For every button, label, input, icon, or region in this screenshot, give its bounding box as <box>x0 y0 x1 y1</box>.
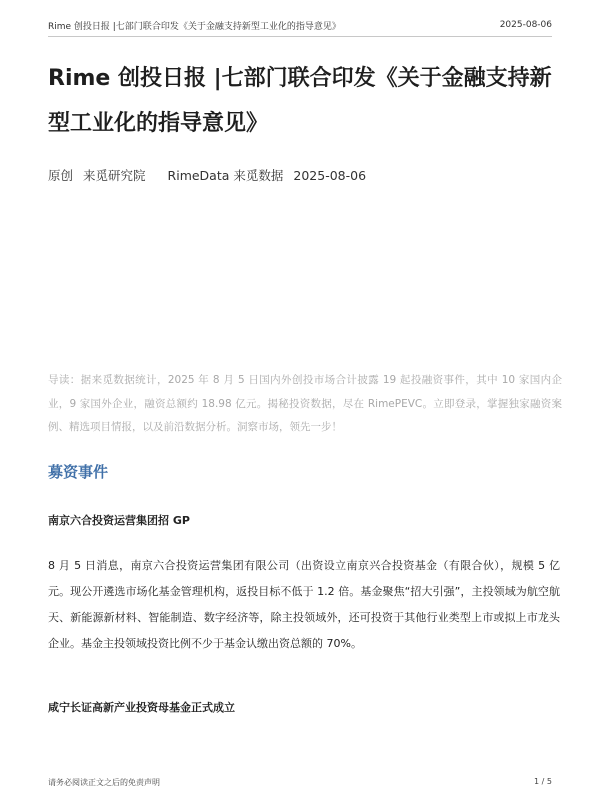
header-date: 2025-08-06 <box>499 20 552 30</box>
section-title: 募资事件 <box>48 463 109 481</box>
item-body: 8 月 5 日消息，南京六合投资运营集团有限公司（出资设立南京兴合投资基金（有限合伙），规模 5 亿元。现公开遴选市场化基金管理机构，返投目标不低于 1.2 倍。基金聚焦“招大引强”，主投领域为航空航天、新能源新材料、智能制造、数字经济等，除主投领域外，还可投资于其他行业类型上市或拟上市龙头企业。基金主投领域投资比例不少于基金认缴出资总额的 70%。 <box>48 559 560 650</box>
publish-date: 2025-08-06 <box>293 168 367 183</box>
intro-paragraph: 导读：据来觅数据统计，2025 年 8 月 5 日国内外创投市场合计披露 19 起投融资事件，其中 10 家国内企业，9 家国外企业，融资总额约 18.98 亿元。揭秘投资数据，尽在 RimePEVC。立即登录，掌握独家融资案例、精选项目情报，以及前沿数据分析。洞察市场，领先一步！ <box>48 374 562 433</box>
page-header <box>48 14 552 37</box>
article-meta <box>48 166 376 184</box>
page-number: 1 / 5 <box>534 777 552 786</box>
original-tag: 原创 <box>48 168 74 183</box>
source: RimeData 来觅数据 <box>167 168 284 183</box>
author: 来觅研究院 <box>83 168 146 183</box>
disclaimer-note: 请务必阅读正文之后的免责声明 <box>48 778 160 787</box>
item-heading: 南京六合投资运营集团招 GP <box>48 514 190 527</box>
running-title: Rime 创投日报 |七部门联合印发《关于金融支持新型工业化的指导意见》 <box>48 21 341 32</box>
item-heading: 咸宁长证高新产业投资母基金正式成立 <box>48 701 235 714</box>
page-footer <box>48 777 552 788</box>
article-title: Rime 创投日报 |七部门联合印发《关于金融支持新型工业化的指导意见》 <box>48 66 552 136</box>
